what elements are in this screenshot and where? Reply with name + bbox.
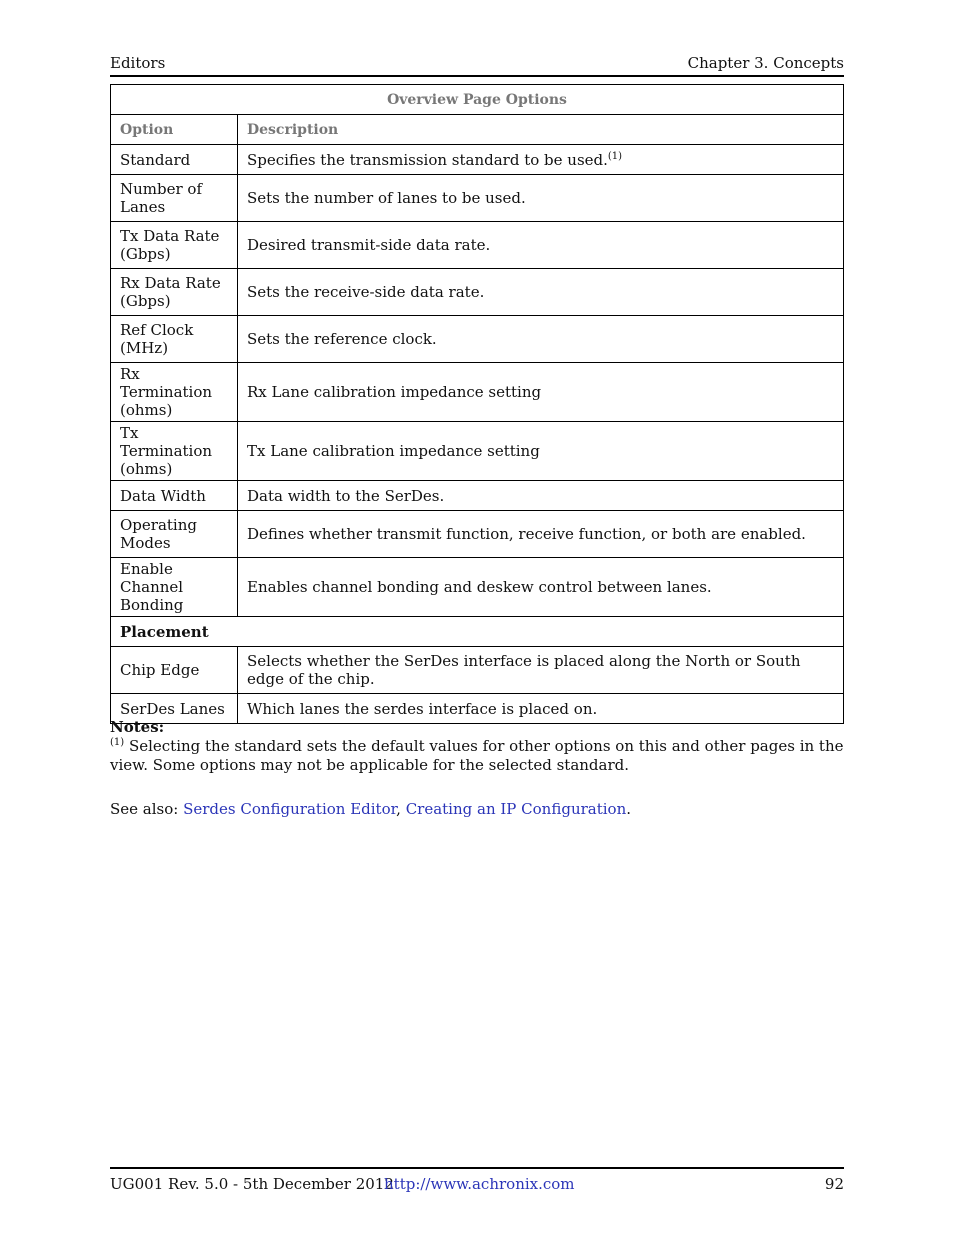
notes-block	[110, 718, 846, 775]
description-cell: Sets the reference clock.	[238, 316, 844, 363]
table-row	[111, 175, 844, 222]
description-cell: Which lanes the serdes interface is placed on.	[238, 694, 844, 724]
table-title: Overview Page Options	[111, 85, 844, 115]
see-also: See also: Serdes Configuration Editor, Creating an IP Configuration.	[110, 800, 632, 818]
option-cell: Data Width	[111, 481, 238, 511]
header-section: Editors	[110, 54, 166, 72]
note-marker: (1)	[110, 737, 125, 748]
column-header-description: Description	[238, 115, 844, 145]
table-row	[111, 222, 844, 269]
column-header-option: Option	[111, 115, 238, 145]
table-row	[111, 316, 844, 363]
page-footer	[110, 1167, 844, 1195]
description-cell: Tx Lane calibration impedance setting	[238, 422, 844, 481]
table-row	[111, 481, 844, 511]
description-cell: Sets the number of lanes to be used.	[238, 175, 844, 222]
description-cell: Sets the receive-side data rate.	[238, 269, 844, 316]
page-number: 92	[824, 1175, 844, 1193]
option-cell: Chip Edge	[111, 647, 238, 694]
see-also-label: See also:	[110, 800, 184, 818]
page-header	[110, 54, 844, 77]
option-cell: Rx Data Rate (Gbps)	[111, 269, 238, 316]
option-cell: Enable Channel Bonding	[111, 558, 238, 617]
option-cell: Standard	[111, 145, 238, 175]
option-cell: Rx Termination (ohms)	[111, 363, 238, 422]
link-serdes-configuration-editor[interactable]: Serdes Configuration Editor	[183, 800, 397, 818]
option-cell: Operating Modes	[111, 511, 238, 558]
option-cell: Tx Data Rate (Gbps)	[111, 222, 238, 269]
description-cell: Defines whether transmit function, receive function, or both are enabled.	[238, 511, 844, 558]
option-cell: SerDes Lanes	[111, 694, 238, 724]
table-row	[111, 511, 844, 558]
table-row	[111, 647, 844, 694]
table-row	[111, 363, 844, 422]
description-cell: Desired transmit-side data rate.	[238, 222, 844, 269]
notes-title: Notes:	[110, 718, 165, 736]
description-cell: Data width to the SerDes.	[238, 481, 844, 511]
description-cell: Selects whether the SerDes interface is placed along the North or South edge of the chip.	[238, 647, 844, 694]
header-chapter: Chapter 3. Concepts	[687, 54, 844, 72]
footer-url-link[interactable]: http://www.achronix.com	[384, 1175, 575, 1193]
table-row	[111, 269, 844, 316]
description-cell: Enables channel bonding and deskew control between lanes.	[238, 558, 844, 617]
option-cell: Number of Lanes	[111, 175, 238, 222]
section-header-placement: Placement	[111, 617, 844, 647]
table-row	[111, 422, 844, 481]
option-cell: Ref Clock (MHz)	[111, 316, 238, 363]
table-row	[111, 145, 844, 175]
description-cell: Specifies the transmission standard to be used.$^{(1)}$	[238, 145, 844, 175]
link-creating-ip-configuration[interactable]: Creating an IP Configuration	[405, 800, 627, 818]
table-row	[111, 558, 844, 617]
footnote-marker: (1)	[607, 150, 623, 162]
options-table	[110, 84, 844, 724]
note-text: $^{(1)}$ Selecting the standard sets the default values for other options on this and other pages in the view. Some options may not be applicable for the selected standard.	[110, 737, 844, 774]
option-cell: Tx Termination (ohms)	[111, 422, 238, 481]
footer-revision: UG001 Rev. 5.0 - 5th December 2012	[110, 1175, 394, 1193]
description-cell: Rx Lane calibration impedance setting	[238, 363, 844, 422]
